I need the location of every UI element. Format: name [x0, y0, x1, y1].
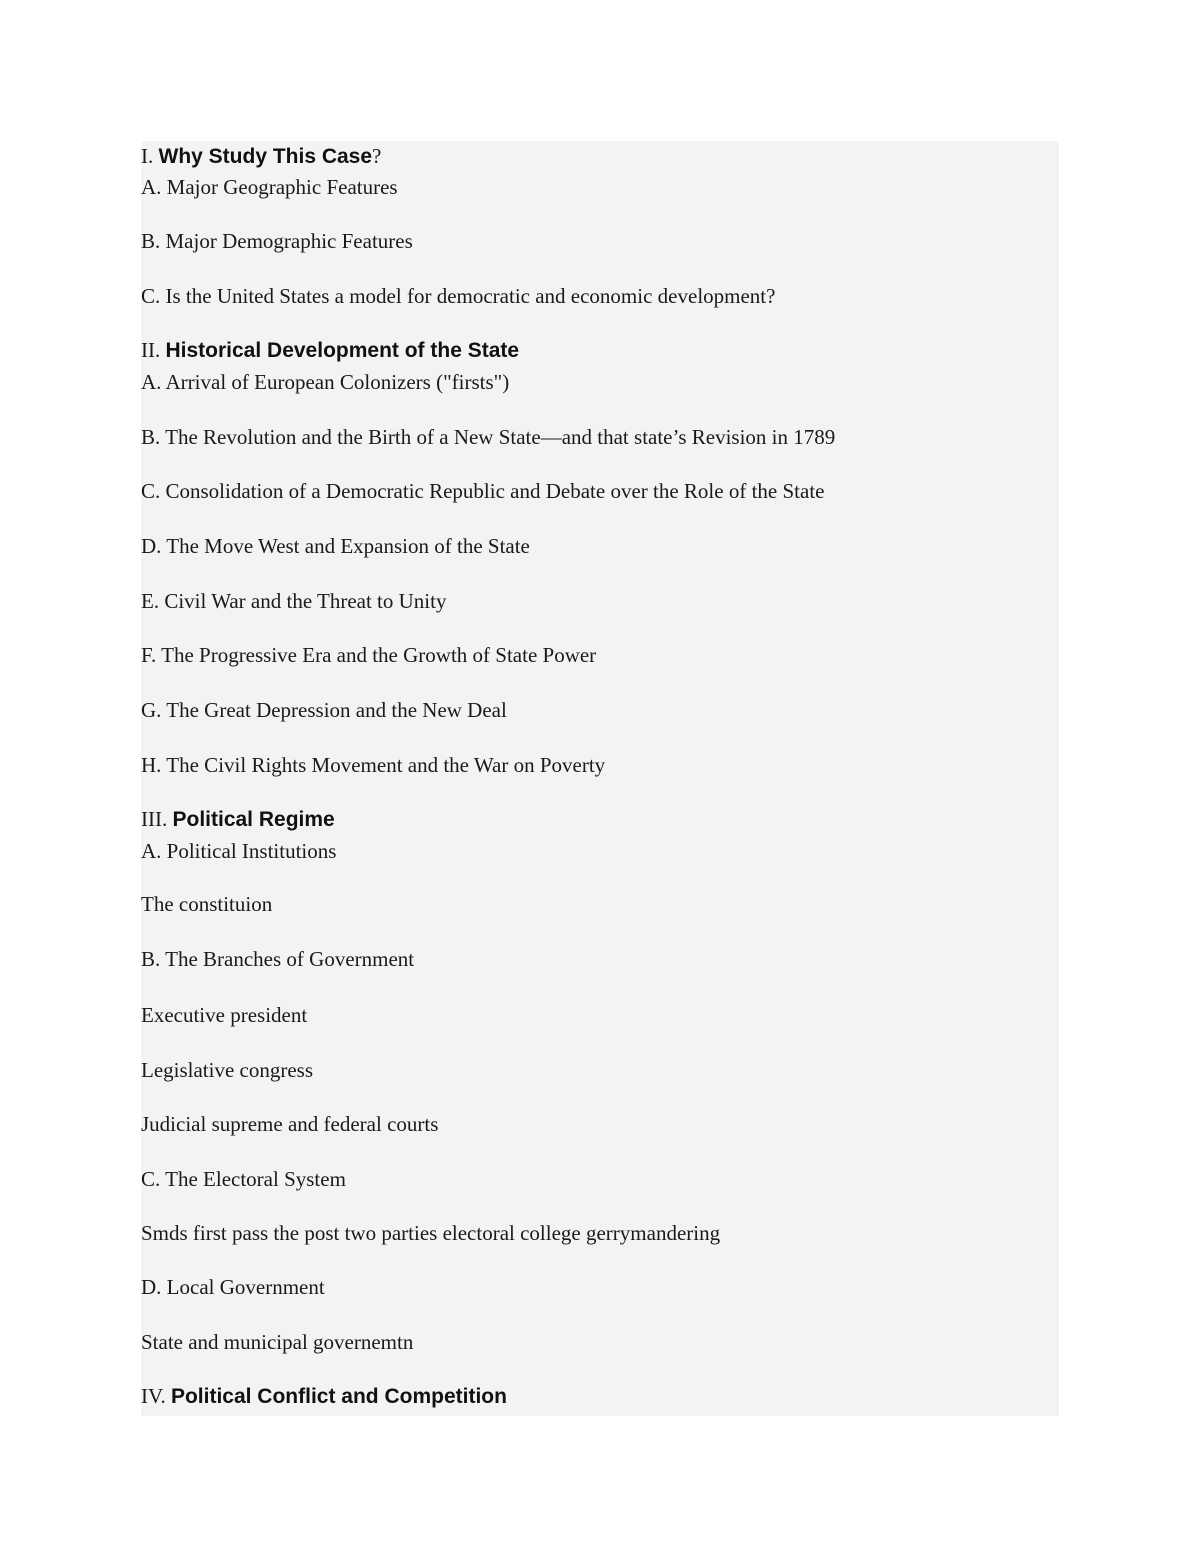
- outline-item: Smds first pass the post two parties electoral college gerrymandering: [141, 1221, 721, 1245]
- section-numeral: IV.: [141, 1384, 166, 1408]
- section-heading-3: [141, 805, 335, 834]
- outline-item: Legislative congress: [141, 1058, 314, 1082]
- outline-item: F. The Progressive Era and the Growth of State Power: [141, 643, 597, 667]
- section-title: Political Conflict and Competition: [170, 1385, 507, 1408]
- outline-item: B. The Branches of Government: [141, 947, 415, 971]
- outline-item: G. The Great Depression and the New Deal: [141, 698, 507, 722]
- section-numeral: III.: [141, 807, 168, 831]
- section-heading-4: [141, 1382, 507, 1411]
- outline-item: State and municipal governemtn: [141, 1330, 414, 1354]
- outline-item: E. Civil War and the Threat to Unity: [141, 589, 447, 613]
- outline-item: B. The Revolution and the Birth of a New State—and that state’s Revision in 1789: [141, 425, 836, 449]
- outline-item: C. Is the United States a model for democratic and economic development?: [141, 284, 776, 308]
- outline-item: B. Major Demographic Features: [141, 229, 413, 253]
- section-heading-1: [141, 142, 381, 171]
- section-title: Historical Development of the State: [165, 339, 520, 362]
- outline-item: A. Political Institutions: [141, 839, 337, 863]
- outline-item: C. The Electoral System: [141, 1167, 346, 1191]
- outline-item: A. Major Geographic Features: [141, 175, 398, 199]
- outline-item: The constituion: [141, 892, 273, 916]
- section-title-suffix: ?: [372, 144, 382, 168]
- section-numeral: II.: [141, 338, 161, 362]
- section-title: Why Study This Case: [158, 145, 373, 168]
- outline-item: D. The Move West and Expansion of the State: [141, 534, 530, 558]
- outline-item: Executive president: [141, 1003, 308, 1027]
- outline-item: D. Local Government: [141, 1275, 325, 1299]
- section-title: Political Regime: [172, 808, 335, 831]
- outline-item: H. The Civil Rights Movement and the War on Poverty: [141, 753, 606, 777]
- section-heading-2: [141, 336, 519, 365]
- outline-item: C. Consolidation of a Democratic Republic and Debate over the Role of the State: [141, 479, 825, 503]
- section-numeral: I.: [141, 144, 154, 168]
- outline-item: Judicial supreme and federal courts: [141, 1112, 439, 1136]
- outline-item: A. Arrival of European Colonizers ("firsts"): [141, 370, 510, 394]
